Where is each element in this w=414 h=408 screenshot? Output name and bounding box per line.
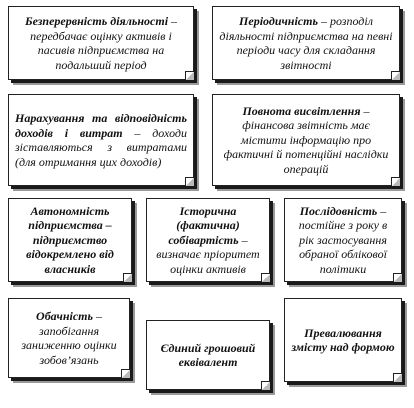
principle-description: – визначає пріоритет оцінки активів xyxy=(156,232,260,276)
principle-description: – постійне з року в рік застосування обраної облікової політики xyxy=(298,203,388,276)
principle-term: Історична (фактична) собівартість xyxy=(168,203,240,247)
principle-card-entity-autonomy xyxy=(8,198,132,282)
principle-term: Єдиний грошовий еквівалент xyxy=(160,340,256,369)
principle-card-substance-over-form xyxy=(284,298,402,382)
principle-term: Автономність підприємства – підприємство відокремлено від власників xyxy=(26,203,114,276)
principle-description: – передбачає оцінку активів і пасивів підприємства на подальший період xyxy=(30,14,178,72)
principle-card-monetary-unit xyxy=(146,320,270,390)
principle-card-accrual-matching xyxy=(8,94,194,186)
principle-card-full-disclosure xyxy=(212,94,400,186)
principle-term: Превалювання змісту над формою xyxy=(291,325,395,354)
principle-card-going-concern xyxy=(8,6,194,80)
principle-description: – запобігання заниженню оцінки зобов’язань xyxy=(21,309,117,367)
principle-card-prudence xyxy=(8,298,130,378)
principle-card-consistency xyxy=(284,198,402,282)
principle-card-periodicity xyxy=(212,6,400,80)
principle-description: – доходи зіставляються з витратами (для отримання цих доходів) xyxy=(15,125,187,169)
principle-term: Обачність xyxy=(36,309,93,323)
principle-term: Безперервність діяльності xyxy=(24,14,169,28)
principle-term: Періодичність xyxy=(239,14,318,28)
principle-card-historical-cost xyxy=(146,198,270,282)
principle-term: Послідовність xyxy=(299,203,378,218)
principle-term: Нарахування та відповідність доходів і витрат xyxy=(15,111,187,140)
principle-description: – фінансова звітність має містити інформацію про фактичні й потенційні наслідки операцій xyxy=(223,103,389,176)
principle-term: Повнота висвітлення xyxy=(242,103,361,118)
principle-description: – розподіл діяльності підприємства на певні періоди часу для складання звітності xyxy=(219,14,393,72)
